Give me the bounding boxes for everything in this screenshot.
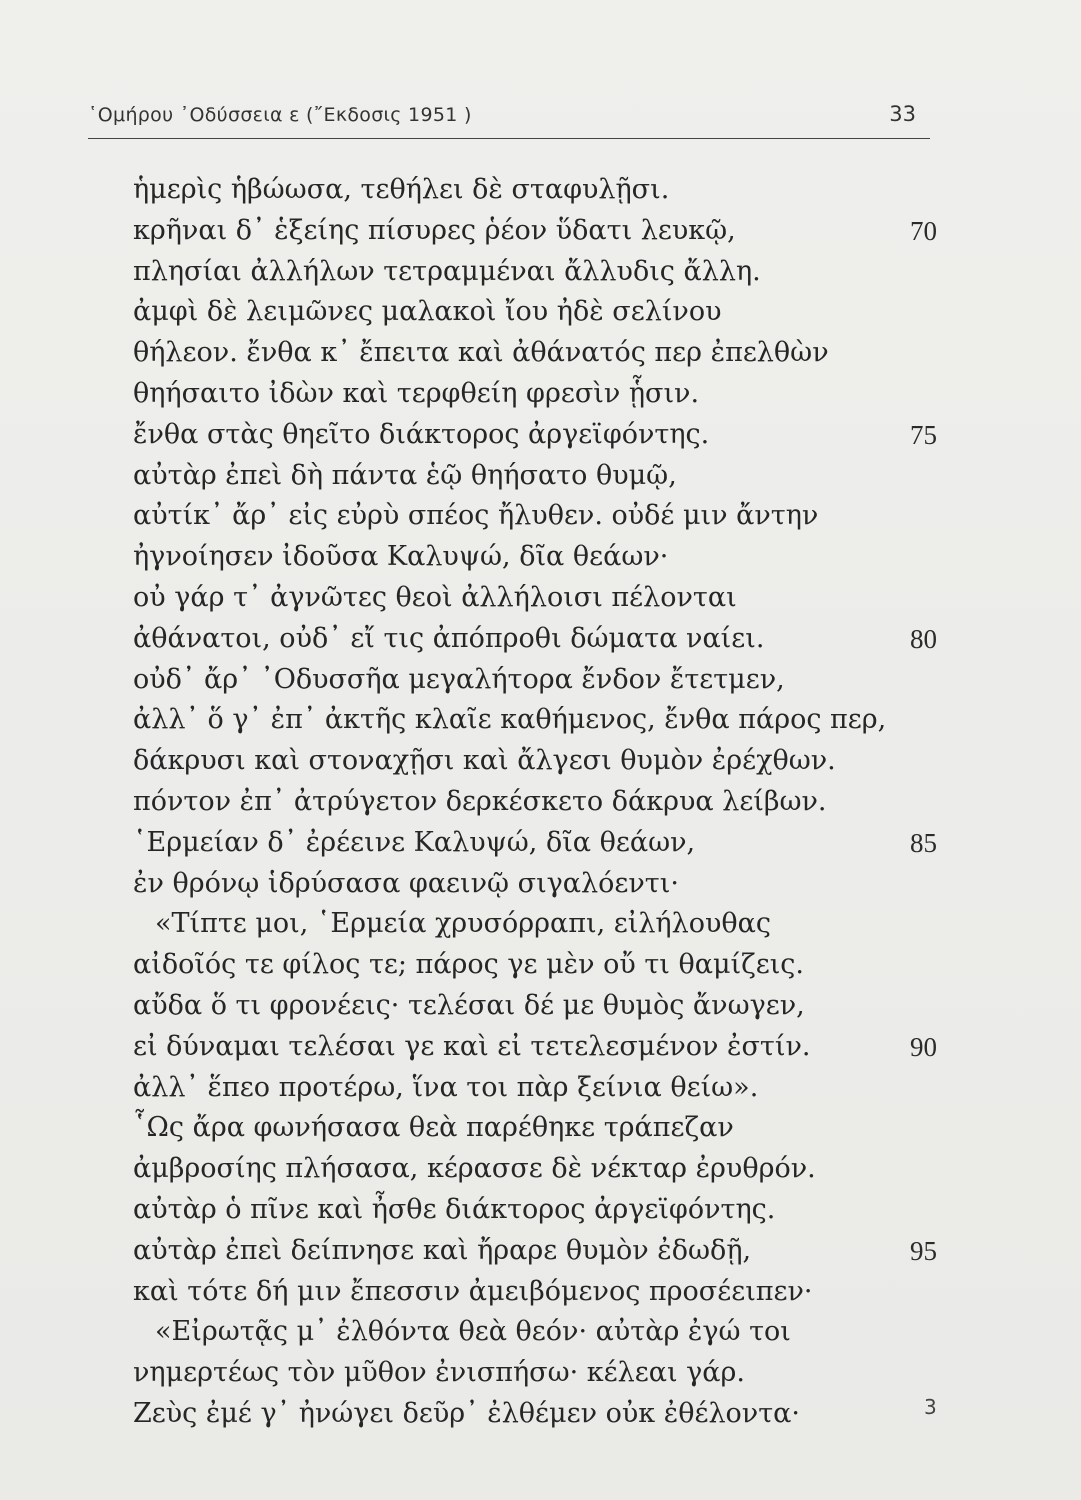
page-number: 33 — [889, 102, 916, 126]
line-number: 90 — [910, 1032, 937, 1062]
signature-mark: 3 — [924, 1395, 937, 1419]
verse-line — [133, 1272, 813, 1312]
verse-line-text: πλησίαι ἀλλήλων τετραμμέναι ἄλλυδις ἄλλη. — [133, 256, 761, 287]
line-number: 95 — [910, 1236, 937, 1266]
verse-line-text: ἀμφὶ δὲ λειμῶνες μαλακοὶ ἴου ἠδὲ σελίνου — [133, 296, 722, 327]
verse-line-text: οὐ γάρ τ᾿ ἀγνῶτες θεοὶ ἀλλήλοισι πέλονται — [133, 582, 737, 613]
verse-line — [155, 904, 771, 944]
verse-line — [133, 823, 695, 863]
verse-line-text: πόντον ἐπ᾿ ἀτρύγετον δερκέσκετο δάκρυα λείβων. — [133, 786, 827, 817]
verse-line-text: νημερτέως τὸν μῦθον ἐνισπήσω· κέλεαι γάρ. — [133, 1357, 745, 1388]
verse-line — [133, 1394, 800, 1434]
verse-line — [133, 660, 785, 700]
verse-line — [155, 1312, 791, 1352]
verse-line-text: αὐτὰρ ἐπεὶ δείπνησε καὶ ἤραρε θυμὸν ἐδωδῇ, — [133, 1235, 752, 1266]
verse-line-text: ἔνθα στὰς θηεῖτο διάκτορος ἀργεϊφόντης. — [133, 419, 710, 450]
verse-line-text: «Τίπτε μοι, ῾Ερμεία χρυσόρραπι, εἰλήλουθας — [155, 908, 772, 939]
verse-line-text: ἀλλ᾿ ὅ γ᾿ ἐπ᾿ ἀκτῆς κλαῖε καθήμενος, ἔνθα πάρος περ, — [133, 704, 887, 735]
verse-line — [133, 170, 669, 210]
verse-line — [133, 374, 699, 414]
running-header — [88, 96, 930, 140]
line-number: 85 — [910, 828, 937, 858]
verse-line-text: ῟Ως ἄρα φωνήσασα θεὰ παρέθηκε τράπεζαν — [133, 1112, 734, 1143]
line-number: 80 — [910, 624, 937, 654]
verse-line — [133, 1027, 810, 1067]
verse-line — [133, 415, 709, 455]
verse-line — [133, 496, 818, 536]
verse-line — [133, 1149, 816, 1189]
verse-line — [133, 1231, 751, 1271]
verse-line — [133, 986, 805, 1026]
verse-line — [133, 333, 829, 373]
verse-line-text: ἠγνοίησεν ἰδοῦσα Καλυψώ, δῖα θεάων· — [133, 541, 669, 572]
verse-line-text: δάκρυσι καὶ στοναχῇσι καὶ ἄλγεσι θυμὸν ἐρέχθων. — [133, 745, 836, 776]
verse-line-text: ἀλλ᾿ ἕπεο προτέρω, ἵνα τοι πὰρ ξείνια θείω». — [133, 1072, 759, 1103]
verse-line — [133, 578, 737, 618]
verse-line-text: αἰδοῖός τε φίλος τε; πάρος γε μὲν οὔ τι θαμίζεις. — [133, 949, 804, 980]
verse-line — [133, 619, 764, 659]
verse-line-text: αὔδα ὅ τι φρονέεις· τελέσαι δέ με θυμὸς ἄνωγεν, — [133, 990, 805, 1021]
verse-line — [133, 945, 804, 985]
running-title: ῾Ομήρου ᾿Οδύσσεια ε (῎Εκδοσις 1951 ) — [88, 104, 472, 126]
verse-line — [133, 537, 668, 577]
verse-line — [133, 741, 836, 781]
verse-line-text: ἀθάνατοι, οὐδ᾿ εἴ τις ἀπόπροθι δώματα ναίει. — [133, 623, 765, 654]
verse-line-text: αὐτὰρ ὁ πῖνε καὶ ἦσθε διάκτορος ἀργεϊφόντης. — [133, 1194, 776, 1225]
verse-line-text: αὐτίκ᾿ ἄρ᾿ εἰς εὐρὺ σπέος ἤλυθεν. οὐδέ μιν ἄντην — [133, 500, 819, 531]
verse-line-text: θήλεον. ἔνθα κ᾿ ἔπειτα καὶ ἀθάνατός περ ἐπελθὼν — [133, 337, 829, 368]
verse-line-text: οὐδ᾿ ἄρ᾿ ᾿Οδυσσῆα μεγαλήτορα ἔνδον ἔτετμεν, — [133, 664, 785, 695]
verse-line — [133, 292, 722, 332]
verse-line — [133, 1353, 745, 1393]
verse-line — [133, 252, 761, 292]
line-number: 70 — [910, 216, 937, 246]
verse-line — [133, 700, 886, 740]
verse-line — [133, 864, 679, 904]
verse-line-text: αὐτὰρ ἐπεὶ δὴ πάντα ἑῷ θηήσατο θυμῷ, — [133, 460, 677, 491]
verse-line-text: ἐν θρόνῳ ἱδρύσασα φαεινῷ σιγαλόεντι· — [133, 868, 679, 899]
verse-line — [133, 782, 827, 822]
line-number: 75 — [910, 420, 937, 450]
verse-line-text: θηήσαιτο ἰδὼν καὶ τερφθείη φρεσὶν ᾗσιν. — [133, 378, 700, 409]
verse-line — [133, 1190, 775, 1230]
verse-line — [133, 1108, 734, 1148]
verse-line-text: ἀμβροσίης πλήσασα, κέρασσε δὲ νέκταρ ἐρυθρόν. — [133, 1153, 816, 1184]
verse-line — [133, 456, 677, 496]
verse-line-text: ἡμερὶς ἡβώωσα, τεθήλει δὲ σταφυλῇσι. — [133, 174, 670, 205]
verse-line-text: εἰ δύναμαι τελέσαι γε καὶ εἰ τετελεσμένον ἐστίν. — [133, 1031, 811, 1062]
verse-line-text: Ζεὺς ἐμέ γ᾿ ἠνώγει δεῦρ᾿ ἐλθέμεν οὐκ ἐθέλοντα· — [133, 1398, 800, 1429]
verse-line-text: «Εἰρωτᾷς μ᾿ ἐλθόντα θεὰ θεόν· αὐτὰρ ἐγώ τοι — [155, 1316, 791, 1347]
verse-line-text: ῾Ερμείαν δ᾿ ἐρέεινε Καλυψώ, δῖα θεάων, — [133, 827, 696, 858]
verse-line-text: κρῆναι δ᾿ ἑξείης πίσυρες ῥέον ὕδατι λευκῷ, — [133, 215, 736, 246]
verse-line-text: καὶ τότε δή μιν ἔπεσσιν ἀμειβόμενος προσέειπεν· — [133, 1276, 813, 1307]
verse-line — [133, 211, 736, 251]
verse-line — [133, 1068, 758, 1108]
header-rule — [88, 138, 930, 139]
